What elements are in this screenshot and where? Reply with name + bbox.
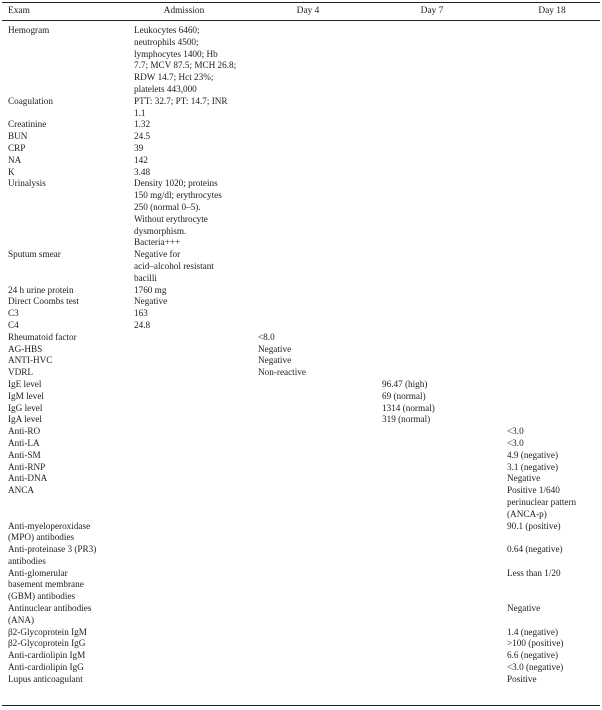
cell-line: Anti-RNP — [8, 461, 46, 472]
cell-line: Antinuclear antibodies — [8, 603, 92, 614]
table-row — [0, 285, 602, 297]
cell-line: Anti-cardiolipin IgM — [8, 650, 86, 661]
cell-line: 3.48 — [134, 166, 151, 177]
cell-line: neutrophils 4500; — [134, 36, 199, 47]
cell-admission — [134, 96, 228, 120]
cell-admission — [134, 178, 222, 249]
table-row — [0, 391, 602, 403]
cell-exam — [8, 414, 42, 426]
cell-exam — [8, 662, 84, 674]
cell-exam — [8, 308, 19, 320]
cell-line: 1.4 (negative) — [507, 626, 559, 637]
cell-exam — [8, 603, 91, 627]
cell-day-18 — [507, 568, 561, 580]
cell-line: 1760 mg — [134, 284, 167, 295]
cell-line: Anti-DNA — [8, 473, 48, 484]
cell-line: BUN — [8, 131, 28, 142]
cell-line: (ANA) — [8, 614, 35, 625]
cell-day-18 — [507, 485, 576, 520]
cell-admission — [134, 119, 150, 131]
header-day-7: Day 7 — [420, 6, 444, 16]
cell-day-7 — [382, 391, 426, 403]
cell-line: <3.0 (negative) — [507, 662, 564, 673]
table-row — [0, 674, 602, 686]
table-row — [0, 332, 602, 344]
table-row — [0, 143, 602, 155]
cell-line: 1.32 — [134, 119, 151, 130]
cell-line: Negative — [507, 603, 541, 614]
cell-line: Positive — [507, 673, 537, 684]
cell-day-4 — [258, 355, 291, 367]
cell-exam — [8, 367, 33, 379]
table-row — [0, 638, 602, 650]
table-body — [0, 25, 602, 686]
cell-line: Creatinine — [8, 119, 47, 130]
table-row — [0, 155, 602, 167]
cell-line: Negative — [258, 343, 292, 354]
cell-exam — [8, 249, 61, 261]
table-row — [0, 379, 602, 391]
cell-line: 96.47 (high) — [382, 378, 428, 389]
cell-line: Anti-glomerular — [8, 567, 68, 578]
table-row — [0, 167, 602, 179]
cell-line: 24 h urine protein — [8, 284, 74, 295]
cell-line: antibodies — [8, 555, 46, 566]
table-row — [0, 438, 602, 450]
cell-exam — [8, 426, 40, 438]
cell-line: <3.0 — [507, 437, 524, 448]
table-row — [0, 249, 602, 284]
table-row — [0, 544, 602, 568]
cell-line: Rheumatoid factor — [8, 331, 77, 342]
cell-line: 319 (normal) — [382, 414, 431, 425]
table-row — [0, 414, 602, 426]
cell-line: NA — [8, 154, 22, 165]
cell-exam — [8, 25, 49, 37]
cell-admission — [134, 296, 167, 308]
cell-exam — [8, 131, 27, 143]
cell-line: platelets 443,000 — [134, 83, 197, 94]
cell-line: 69 (normal) — [382, 390, 426, 401]
cell-line: 142 — [134, 154, 148, 165]
table-row — [0, 627, 602, 639]
table-row — [0, 119, 602, 131]
cell-line: 1.1 — [134, 107, 146, 118]
table-row — [0, 403, 602, 415]
cell-line: Non-reactive — [258, 367, 306, 378]
cell-exam — [8, 320, 19, 332]
cell-line: (GBM) antibodies — [8, 591, 76, 602]
cell-line: Negative for — [134, 249, 181, 260]
cell-day-18 — [507, 426, 524, 438]
cell-line: IgE level — [8, 378, 42, 389]
cell-exam — [8, 285, 74, 297]
cell-exam — [8, 450, 41, 462]
cell-line: acid–alcohol resistant — [134, 260, 214, 271]
cell-line: (MPO) antibodies — [8, 532, 75, 543]
cell-line: Negative — [258, 355, 292, 366]
cell-line: Anti-cardiolipin IgG — [8, 662, 84, 673]
table-row — [0, 367, 602, 379]
cell-day-18 — [507, 473, 540, 485]
cell-line: Anti-myeloperoxidase — [8, 520, 91, 531]
cell-line: K — [8, 166, 15, 177]
cell-line: perinuclear pattern — [507, 496, 577, 507]
cell-admission — [134, 143, 143, 155]
cell-line: Anti-SM — [8, 449, 41, 460]
cell-line: PTT: 32.7; PT: 14.7; INR — [134, 95, 228, 106]
table-row — [0, 473, 602, 485]
cell-line: C3 — [8, 308, 19, 319]
cell-line: basement membrane — [8, 579, 84, 590]
cell-exam — [8, 379, 41, 391]
cell-day-18 — [507, 650, 558, 662]
cell-line: Bacteria+++ — [134, 237, 181, 248]
cell-line: lymphocytes 1400; Hb — [134, 48, 218, 59]
cell-exam — [8, 462, 45, 474]
cell-day-18 — [507, 627, 558, 639]
cell-line: ANCA — [8, 485, 35, 496]
cell-admission — [134, 285, 166, 297]
cell-exam — [8, 568, 84, 603]
cell-day-7 — [382, 403, 435, 415]
table-row — [0, 355, 602, 367]
header-day-4: Day 4 — [296, 6, 320, 16]
table-row — [0, 320, 602, 332]
cell-day-18 — [507, 638, 563, 650]
cell-line: VDRL — [8, 367, 34, 378]
cell-line: C4 — [8, 319, 19, 330]
cell-line: Hemogram — [8, 25, 50, 35]
cell-exam — [8, 473, 47, 485]
cell-line: RDW 14.7; Hct 23%; — [134, 72, 214, 83]
cell-line: 250 (normal 0–5). — [134, 201, 201, 212]
cell-line: Anti-LA — [8, 437, 40, 448]
cell-day-18 — [507, 544, 563, 556]
cell-exam — [8, 485, 34, 497]
cell-line: Density 1020; proteins — [134, 178, 218, 189]
header-rule — [2, 20, 600, 21]
header-exam: Exam — [8, 6, 30, 16]
bottom-rule — [2, 705, 600, 706]
cell-exam — [8, 119, 46, 131]
cell-line: dysmorphism. — [134, 225, 187, 236]
cell-line: CRP — [8, 142, 26, 153]
table-row — [0, 131, 602, 143]
cell-line: Anti-RO — [8, 426, 41, 437]
cell-line: (ANCA-p) — [507, 508, 547, 519]
cell-line: 7.7; MCV 87.5; MCH 26.8; — [134, 60, 237, 71]
cell-day-4 — [258, 367, 306, 379]
table-row — [0, 662, 602, 674]
cell-exam — [8, 627, 87, 639]
cell-line: Without erythrocyte — [134, 213, 208, 224]
table-row — [0, 308, 602, 320]
cell-line: β2-Glycoprotein IgM — [8, 626, 87, 637]
cell-line: Less than 1/20 — [507, 567, 561, 578]
cell-line: 24.5 — [134, 131, 151, 142]
table-row — [0, 450, 602, 462]
cell-exam — [8, 167, 15, 179]
cell-exam — [8, 143, 25, 155]
table-row — [0, 521, 602, 545]
cell-day-18 — [507, 662, 563, 674]
cell-line: β2-Glycoprotein IgG — [8, 638, 86, 649]
cell-line: <3.0 — [507, 426, 524, 437]
cell-day-4 — [258, 344, 291, 356]
cell-exam — [8, 438, 40, 450]
cell-exam — [8, 403, 42, 415]
cell-line: 6.6 (negative) — [507, 650, 559, 661]
cell-line: 90.1 (positive) — [507, 520, 561, 531]
header-admission: Admission — [163, 6, 205, 16]
cell-line: 24.8 — [134, 319, 151, 330]
cell-line: Leukocytes 6460; — [134, 25, 200, 35]
cell-exam — [8, 674, 83, 686]
cell-day-18 — [507, 462, 558, 474]
table-row — [0, 603, 602, 627]
cell-line: ANTI-HVC — [8, 355, 53, 366]
cell-exam — [8, 544, 96, 568]
header-day-18: Day 18 — [538, 6, 566, 16]
cell-line: 150 mg/dl; erythrocytes — [134, 190, 222, 201]
cell-line: 163 — [134, 308, 148, 319]
cell-exam — [8, 332, 77, 344]
cell-day-7 — [382, 379, 427, 391]
cell-admission — [134, 25, 236, 96]
cell-line: IgM level — [8, 390, 44, 401]
cell-line: 39 — [134, 142, 144, 153]
top-rule — [2, 2, 600, 3]
cell-line: Negative — [134, 296, 168, 307]
cell-exam — [8, 355, 52, 367]
cell-day-18 — [507, 438, 524, 450]
cell-day-18 — [507, 521, 561, 533]
table-row — [0, 485, 602, 520]
cell-admission — [134, 155, 148, 167]
table-row — [0, 344, 602, 356]
table-row — [0, 650, 602, 662]
cell-exam — [8, 391, 44, 403]
cell-line: IgA level — [8, 414, 42, 425]
cell-exam — [8, 178, 46, 190]
cell-day-18 — [507, 603, 540, 615]
cell-day-7 — [382, 414, 430, 426]
cell-line: Lupus anticoagulant — [8, 673, 83, 684]
cell-line: bacilli — [134, 272, 157, 283]
table-row — [0, 178, 602, 249]
cell-day-4 — [258, 332, 275, 344]
cell-line: >100 (positive) — [507, 638, 564, 649]
cell-line: Direct Coombs test — [8, 296, 79, 307]
cell-line: 3.1 (negative) — [507, 461, 559, 472]
cell-exam — [8, 344, 42, 356]
table-row — [0, 426, 602, 438]
cell-line: Positive 1/640 — [507, 485, 560, 496]
cell-line: Anti-proteinase 3 (PR3) — [8, 544, 97, 555]
cell-exam — [8, 96, 53, 108]
cell-line: <8.0 — [258, 331, 275, 342]
table-row — [0, 462, 602, 474]
cell-line: 4.9 (negative) — [507, 449, 559, 460]
cell-admission — [134, 249, 214, 284]
table-row — [0, 296, 602, 308]
cell-admission — [134, 131, 150, 143]
cell-exam — [8, 521, 90, 545]
table-row — [0, 96, 602, 120]
cell-line: Urinalysis — [8, 178, 46, 189]
cell-day-18 — [507, 674, 537, 686]
table-row — [0, 25, 602, 96]
cell-line: 0.64 (negative) — [507, 544, 563, 555]
cell-line: IgG level — [8, 402, 43, 413]
cell-exam — [8, 296, 79, 308]
cell-line: Sputum smear — [8, 249, 61, 260]
cell-day-18 — [507, 450, 558, 462]
cell-exam — [8, 638, 85, 650]
cell-line: 1314 (normal) — [382, 402, 435, 413]
cell-line: Negative — [507, 473, 541, 484]
cell-admission — [134, 167, 150, 179]
table-row — [0, 568, 602, 603]
cell-exam — [8, 650, 85, 662]
cell-admission — [134, 320, 150, 332]
cell-line: AG-HBS — [8, 343, 43, 354]
cell-exam — [8, 155, 21, 167]
cell-admission — [134, 308, 148, 320]
cell-line: Coagulation — [8, 95, 53, 106]
